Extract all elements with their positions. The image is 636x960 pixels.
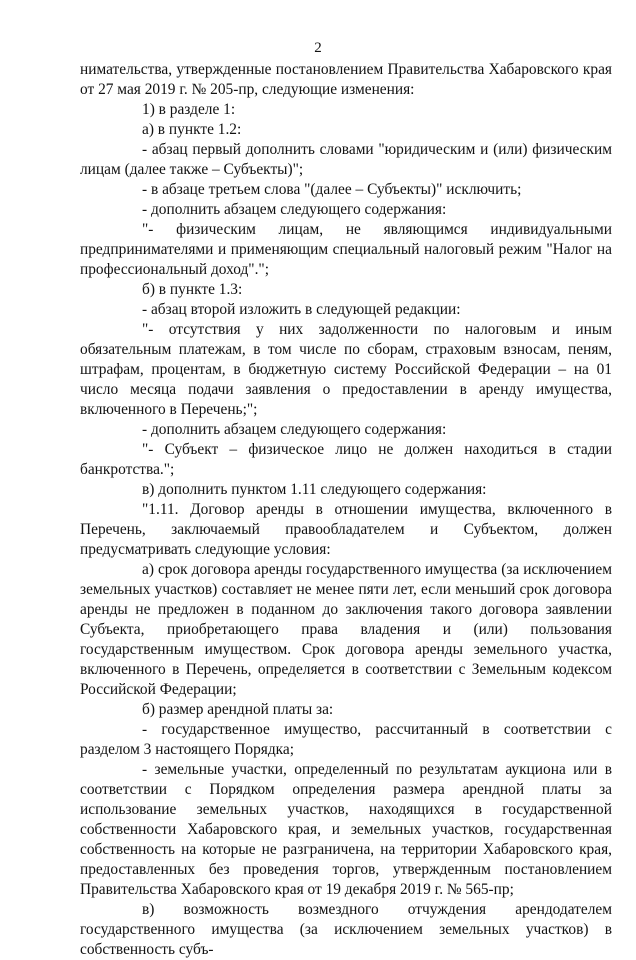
paragraph: "- отсутствия у них задолженности по налоговым и иным обязательным платежам, в том числе по сборам, страховым взносам, пеням, штрафам, процентам, в бюджетную систему Российской Федерации – на 01 число месяца подачи заявления о предоставлении в аренду имущества, включенного в Перечень;";	[80, 321, 612, 418]
paragraph: - в абзаце третьем слова "(далее – Субъекты)" исключить;	[142, 181, 522, 198]
paragraph: б) в пункте 1.3:	[142, 281, 243, 298]
paragraph: б) размер арендной платы за:	[142, 701, 334, 718]
paragraph: "- Субъект – физическое лицо не должен находиться в стадии банкротства.";	[80, 441, 612, 478]
paragraph: в) дополнить пунктом 1.11 следующего содержания:	[142, 481, 487, 498]
document-body	[80, 60, 612, 960]
page-number: 2	[314, 40, 322, 56]
paragraph: - дополнить абзацем следующего содержания:	[142, 201, 447, 218]
paragraph: - дополнить абзацем следующего содержания:	[142, 421, 447, 438]
paragraph: в) возможность возмездного отчуждения арендодателем государственного имущества (за исключением земельных участков) в собственность субъ-	[80, 901, 612, 958]
paragraph: - абзац второй изложить в следующей редакции:	[142, 301, 461, 318]
paragraph: "1.11. Договор аренды в отношении имущества, включенного в Перечень, заключаемый правообладателем и Субъектом, должен предусматривать следующие условия:	[80, 501, 612, 558]
paragraph: - абзац первый дополнить словами "юридическим и (или) физическим лицам (далее также – Субъекты)";	[80, 141, 612, 178]
paragraph: "- физическим лицам, не являющимся индивидуальными предпринимателями и применяющим специальный налоговый режим "Налог на профессиональный доход".";	[80, 221, 612, 278]
paragraph: нимательства, утвержденные постановлением Правительства Хабаровского края от 27 мая 2019 г. № 205-пр, следующие изменения:	[80, 61, 612, 98]
paragraph: - земельные участки, определенный по результатам аукциона или в соответствии с Порядком определения размера арендной платы за использование земельных участков, находящихся в государственной собственности Хабаровского края, и земельных участков, государственная собственность на которые не разграничена, на территории Хабаровского края, предоставленных без проведения торгов, утвержденным постановлением Правительства Хабаровского края от 19 декабря 2019 г. № 565-пр;	[80, 761, 612, 898]
paragraph: а) в пункте 1.2:	[142, 121, 242, 138]
paragraph: - государственное имущество, рассчитанный в соответствии с разделом 3 настоящего Порядка;	[80, 721, 612, 758]
paragraph: 1) в разделе 1:	[142, 101, 236, 118]
paragraph: а) срок договора аренды государственного имущества (за исключением земельных участков) составляет не менее пяти лет, если меньший срок договора аренды не предложен в поданном до заключения такого договора заявлении Субъекта, приобретающего права владения и (или) пользования государственным имуществом. Срок договора аренды земельного участка, включенного в Перечень, определяется в соответствии с Земельным кодексом Российской Федерации;	[80, 561, 612, 698]
